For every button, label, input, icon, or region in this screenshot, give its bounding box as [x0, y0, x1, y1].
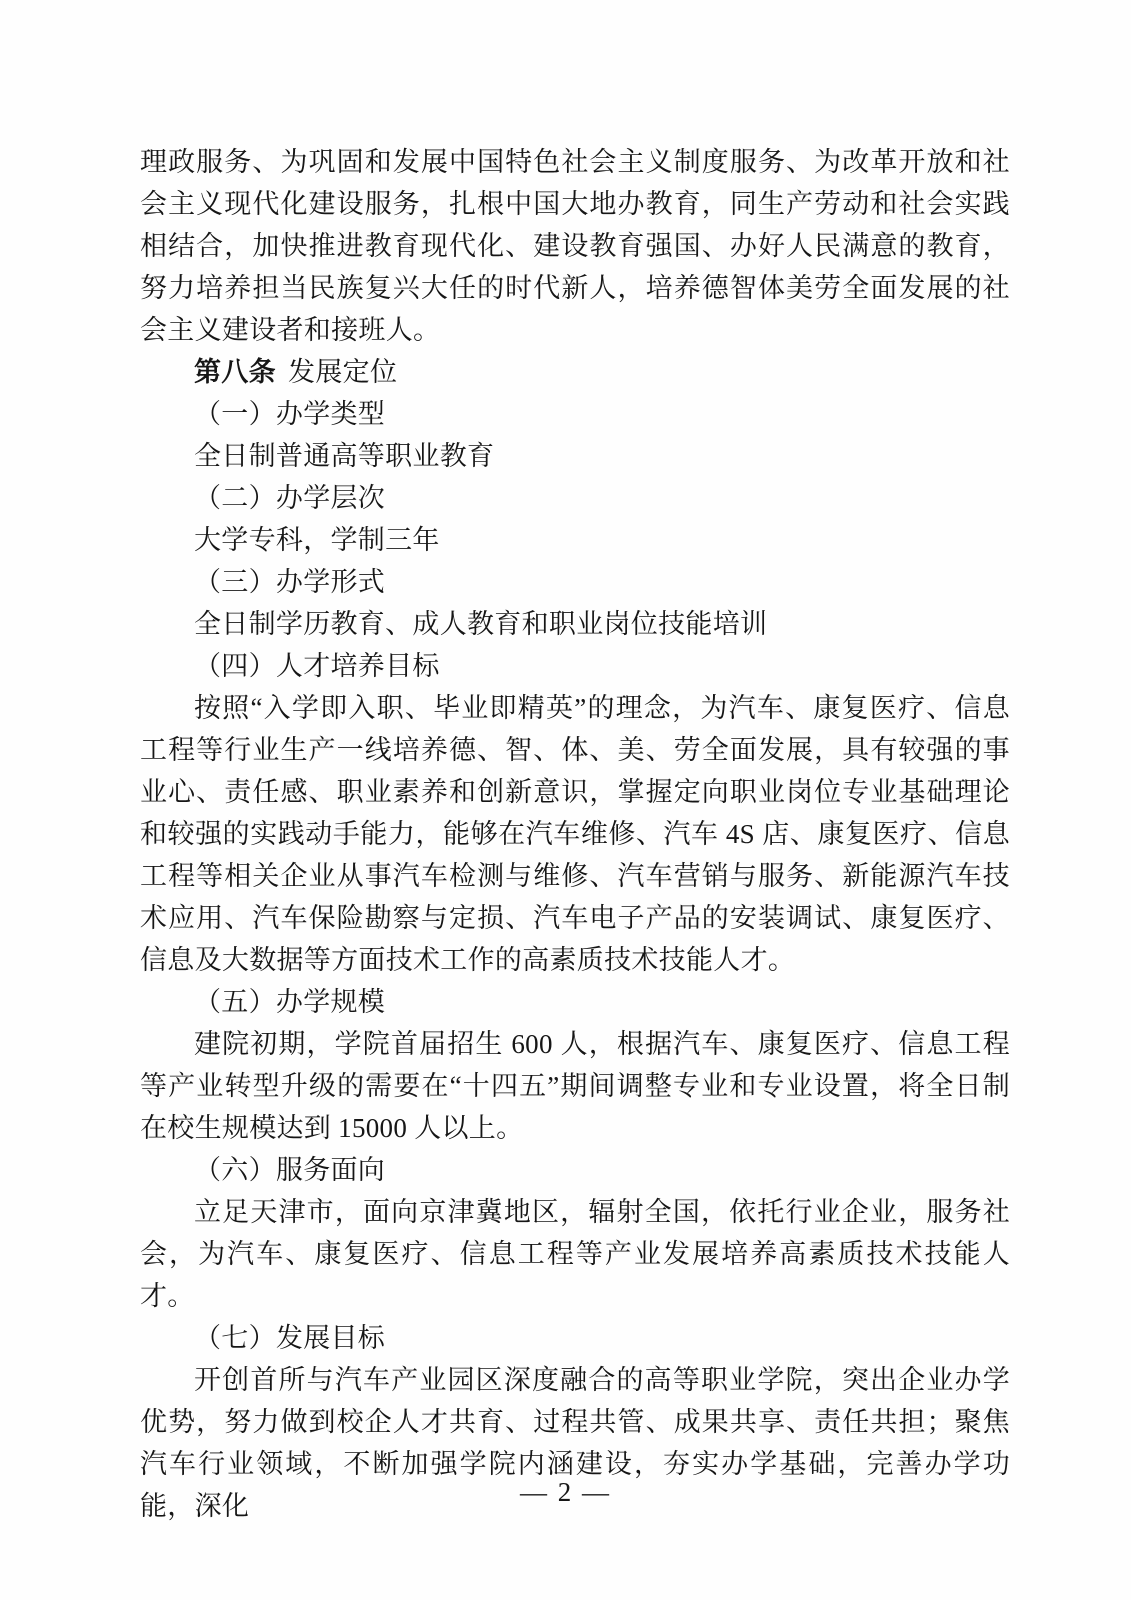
item-1-body: 全日制普通高等职业教育: [194, 441, 495, 471]
item-7-body: 开创首所与汽车产业园区深度融合的高等职业学院，突出企业办学优势，努力做到校企人才共育、过程共管、成果共享、责任共担；聚焦汽车行业领域，不断加强学院内涵建设，夯实办学基础，完善办学功能，深化: [140, 1365, 1010, 1521]
item-2-heading: （二）办学层次: [194, 483, 386, 513]
item-1-heading: （一）办学类型: [194, 399, 386, 429]
page-footer: [0, 1477, 1131, 1508]
item-3-body: 全日制学历教育、成人教育和职业岗位技能培训: [194, 609, 768, 639]
article-title: 发展定位: [288, 357, 398, 387]
item-4-heading: （四）人才培养目标: [194, 651, 440, 681]
article-8-heading: [140, 351, 1010, 393]
item-6-body: 立足天津市，面向京津冀地区，辐射全国，依托行业企业，服务社会，为汽车、康复医疗、信息工程等产业发展培养高素质技术技能人才。: [140, 1197, 1010, 1311]
item-5-body: 建院初期，学院首届招生 600 人，根据汽车、康复医疗、信息工程等产业转型升级的需要在“十四五”期间调整专业和专业设置，将全日制在校生规模达到 15000 人以上。: [140, 1029, 1010, 1143]
paragraph-continuation: 理政服务、为巩固和发展中国特色社会主义制度服务、为改革开放和社会主义现代化建设服务，扎根中国大地办教育，同生产劳动和社会实践相结合，加快推进教育现代化、建设教育强国、办好人民满意的教育，努力培养担当民族复兴大任的时代新人，培养德智体美劳全面发展的社会主义建设者和接班人。: [140, 147, 1010, 345]
item-4-body: 按照“入学即入职、毕业即精英”的理念，为汽车、康复医疗、信息工程等行业生产一线培养德、智、体、美、劳全面发展，具有较强的事业心、责任感、职业素养和创新意识，掌握定向职业岗位专业基础理论和较强的实践动手能力，能够在汽车维修、汽车 4S 店、康复医疗、信息工程等相关企业从事汽车检测与维修、汽车营销与服务、新能源汽车技术应用、汽车保险勘察与定损、汽车电子产品的安装调试、康复医疗、信息及大数据等方面技术工作的高素质技术技能人才。: [140, 693, 1010, 975]
page-number: — 2 —: [520, 1477, 611, 1507]
item-3-heading: （三）办学形式: [194, 567, 386, 597]
item-5-heading: （五）办学规模: [194, 987, 386, 1017]
document-body: [140, 141, 1010, 1527]
article-number: 第八条: [194, 357, 276, 387]
item-7-heading: （七）发展目标: [194, 1323, 386, 1353]
item-6-heading: （六）服务面向: [194, 1155, 386, 1185]
item-2-body: 大学专科，学制三年: [194, 525, 440, 555]
